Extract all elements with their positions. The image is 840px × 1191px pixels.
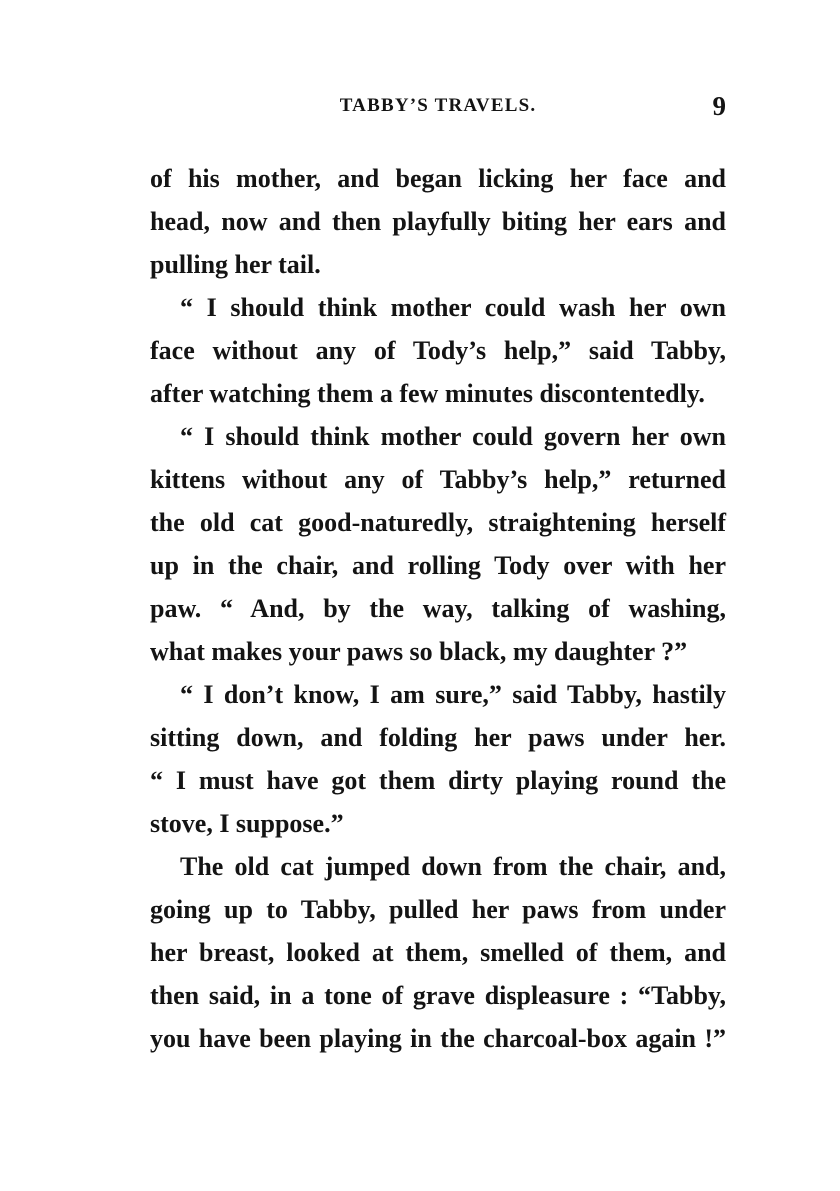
body-text	[150, 157, 726, 1060]
text-line: paw. “ And, by the way, talking of washing,	[150, 594, 726, 623]
text-line: head, now and then playfully biting her ears and	[150, 207, 726, 236]
text-line: her breast, looked at them, smelled of them, and	[150, 938, 726, 967]
text-line: “ I don’t know, I am sure,” said Tabby, hastily	[180, 680, 726, 709]
paragraph-1	[150, 157, 726, 286]
running-title: TABBY’S TRAVELS.	[339, 95, 537, 116]
text-line: going up to Tabby, pulled her paws from under	[150, 895, 726, 924]
text-line: stove, I suppose.”	[150, 809, 344, 838]
text-line: after watching them a few minutes discontentedly.	[150, 379, 705, 408]
text-line: face without any of Tody’s help,” said Tabby,	[150, 336, 726, 365]
text-line: of his mother, and began licking her face and	[150, 164, 726, 193]
text-line: “ I should think mother could govern her own	[180, 422, 726, 451]
text-line: “ I must have got them dirty playing round the	[150, 766, 726, 795]
text-line: then said, in a tone of grave displeasure : “Tabby,	[150, 981, 726, 1010]
page-number: 9	[712, 91, 726, 121]
text-line: up in the chair, and rolling Tody over with her	[150, 551, 726, 580]
text-line: you have been playing in the charcoal-box again !”	[150, 1024, 726, 1053]
paragraph-4	[150, 673, 726, 845]
text-line: what makes your paws so black, my daughter ?”	[150, 637, 688, 666]
paragraph-2	[150, 286, 726, 415]
paragraph-5	[150, 845, 726, 1060]
text-line: “ I should think mother could wash her own	[180, 293, 726, 322]
paragraph-3	[150, 415, 726, 673]
text-line: sitting down, and folding her paws under her.	[150, 723, 726, 752]
running-head	[150, 91, 726, 131]
text-line: pulling her tail.	[150, 250, 321, 279]
text-line: the old cat good-naturedly, straightening herself	[150, 508, 726, 537]
text-line: The old cat jumped down from the chair, and,	[180, 852, 726, 881]
text-line: kittens without any of Tabby’s help,” returned	[150, 465, 726, 494]
